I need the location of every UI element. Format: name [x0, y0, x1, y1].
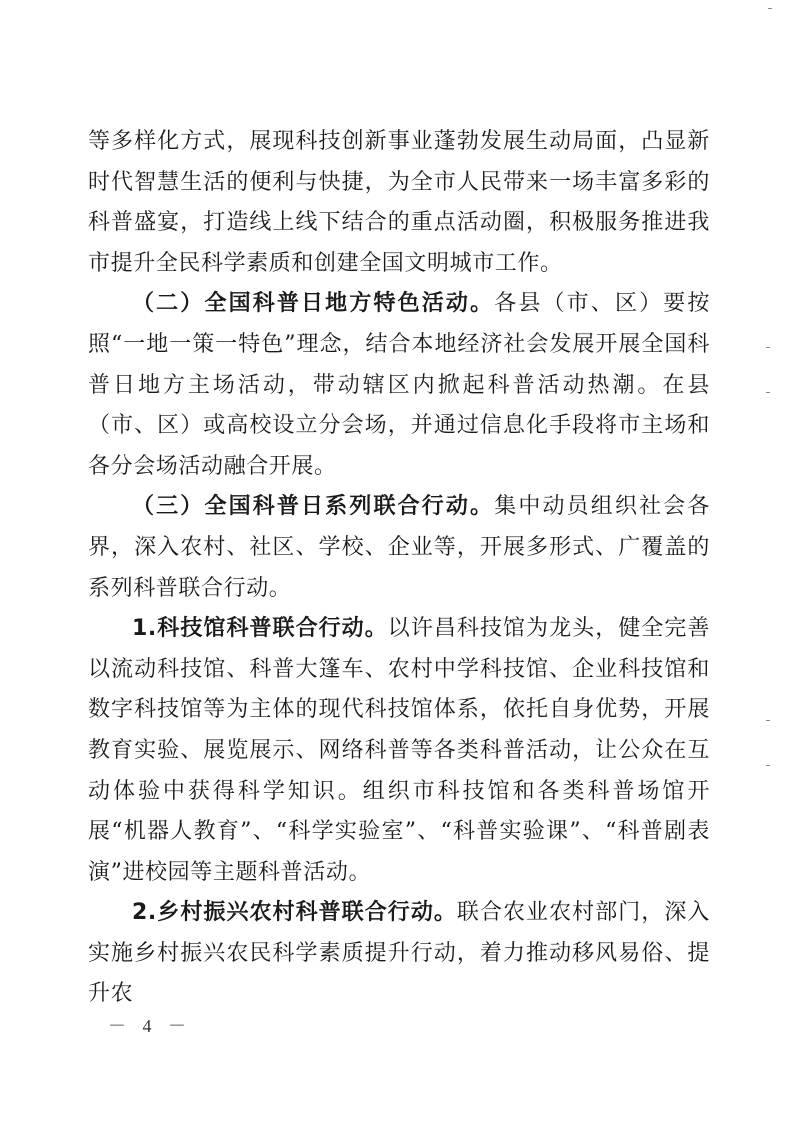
- scan-edge-mark: [768, 8, 772, 9]
- paragraph-section-2: [88, 284, 710, 487]
- item-heading: 2.乡村振兴农村科普联合行动。: [132, 900, 457, 926]
- body-text: [88, 122, 710, 1015]
- paragraph-text: 联合农业农村部门，深入实施乡村振兴农民科学素质提升行动，着力推动移风易俗、提升农: [88, 900, 710, 1007]
- paragraph-item-2: [88, 893, 710, 1015]
- section-heading: （二）全国科普日地方特色活动。: [132, 291, 495, 317]
- scan-edge-mark: [766, 765, 770, 766]
- paragraph-item-1: [88, 609, 710, 893]
- scan-edge-mark: [766, 392, 770, 393]
- paragraph-text: 等多样化方式，展现科技创新事业蓬勃发展生动局面，凸显新时代智慧生活的便利与快捷，为全市人民带来一场丰富多彩的科普盛宴，打造线上线下结合的重点活动圈，积极服务推进我市提升全民科学素质和创建全国文明城市工作。: [88, 129, 710, 276]
- paragraph-section-3: [88, 487, 710, 609]
- paragraph-text: 集中动员组织社会各界，深入农村、社区、学校、企业等，开展多形式、广覆盖的系列科普联合行动。: [88, 494, 710, 601]
- paragraph-text: 以许昌科技馆为龙头，健全完善以流动科技馆、科普大篷车、农村中学科技馆、企业科技馆和数字科技馆等为主体的现代科技馆体系，依托自身优势，开展教育实验、展览展示、网络科普等各类科普活动，让公众在互动体验中获得科学知识。组织市科技馆和各类科普场馆开展“机器人教育”、“科学实验室”、“科普实验课”、“科普剧表演”进校园等主题科普活动。: [88, 616, 710, 885]
- scan-edge-mark: [766, 347, 770, 348]
- section-heading: （三）全国科普日系列联合行动。: [132, 494, 495, 520]
- page-number: － 4 －: [108, 1016, 192, 1036]
- paragraph-text: 各县（市、区）要按照“一地一策一特色”理念，结合本地经济社会发展开展全国科普日地方主场活动，带动辖区内掀起科普活动热潮。在县（市、区）或高校设立分会场，并通过信息化手段将市主场和各分会场活动融合开展。: [88, 291, 710, 479]
- paragraph-continuation: [88, 122, 710, 284]
- item-heading: 1.科技馆科普联合行动。: [132, 616, 388, 642]
- scan-edge-mark: [766, 720, 770, 721]
